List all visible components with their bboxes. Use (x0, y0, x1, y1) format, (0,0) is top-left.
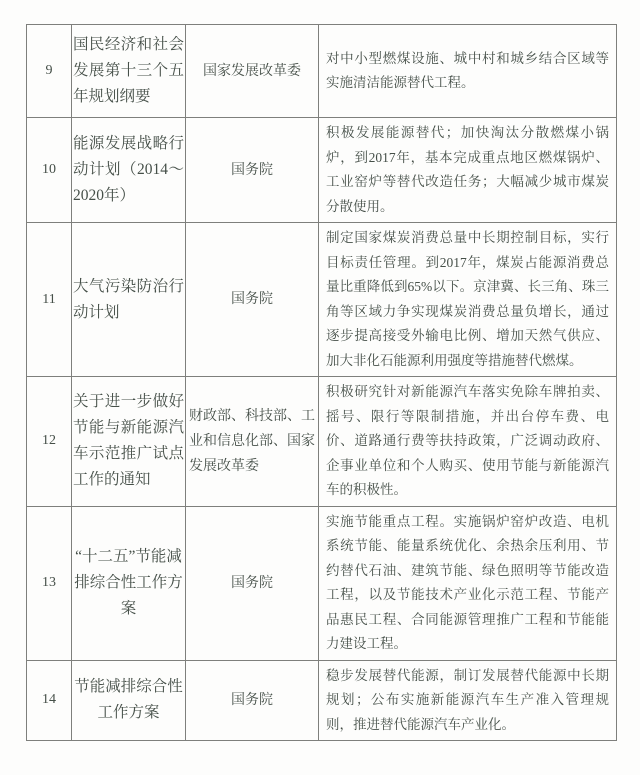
agency-cell: 财政部、科技部、工业和信息化部、国家发展改革委 (186, 377, 319, 507)
policy-name-cell: 节能减排综合性工作方案 (72, 660, 186, 741)
description-cell: 积极发展能源替代；加快淘汰分散燃煤小锅炉，到2017年，基本完成重点地区燃煤锅炉、工业窑炉等替代改造任务；大幅减少城市煤炭分散使用。 (319, 118, 617, 223)
row-number-cell: 14 (27, 660, 72, 741)
policy-name-cell: 能源发展战略行动计划（2014～2020年） (72, 118, 186, 223)
row-number-cell: 11 (27, 223, 72, 377)
agency-cell: 国务院 (186, 660, 319, 741)
row-number-cell: 10 (27, 118, 72, 223)
description-cell: 对中小型燃煤设施、城中村和城乡结合区域等实施清洁能源替代工程。 (319, 25, 617, 118)
table-row (27, 660, 617, 741)
policy-name-cell: 关于进一步做好节能与新能源汽车示范推广试点工作的通知 (72, 377, 186, 507)
policy-name-cell: “十二五”节能减排综合性工作方案 (72, 506, 186, 660)
policy-name-cell: 大气污染防治行动计划 (72, 223, 186, 377)
policy-table (26, 24, 617, 741)
description-cell: 积极研究针对新能源汽车落实免除车牌拍卖、摇号、限行等限制措施，并出台停车费、电价、道路通行费等扶持政策，广泛调动政府、企事业单位和个人购买、使用节能与新能源汽车的积极性。 (319, 377, 617, 507)
table-row (27, 377, 617, 507)
row-number-cell: 12 (27, 377, 72, 507)
agency-cell: 国家发展改革委 (186, 25, 319, 118)
row-number-cell: 9 (27, 25, 72, 118)
description-cell: 稳步发展替代能源，制订发展替代能源中长期规划；公布实施新能源汽车生产准入管理规则，推进替代能源汽车产业化。 (319, 660, 617, 741)
agency-cell: 国务院 (186, 223, 319, 377)
agency-cell: 国务院 (186, 118, 319, 223)
table-row (27, 25, 617, 118)
row-number-cell: 13 (27, 506, 72, 660)
description-cell: 制定国家煤炭消费总量中长期控制目标，实行目标责任管理。到2017年，煤炭占能源消费总量比重降低到65%以下。京津冀、长三角、珠三角等区域力争实现煤炭消费总量负增长，通过逐步提高接受外输电比例、增加天然气供应、加大非化石能源利用强度等措施替代燃煤。 (319, 223, 617, 377)
table-row (27, 118, 617, 223)
policy-name-cell: 国民经济和社会发展第十三个五年规划纲要 (72, 25, 186, 118)
table-row (27, 506, 617, 660)
table-row (27, 223, 617, 377)
agency-cell: 国务院 (186, 506, 319, 660)
description-cell: 实施节能重点工程。实施锅炉窑炉改造、电机系统节能、能量系统优化、余热余压利用、节约替代石油、建筑节能、绿色照明等节能改造工程，以及节能技术产业化示范工程、节能产品惠民工程、合同能源管理推广工程和节能能力建设工程。 (319, 506, 617, 660)
